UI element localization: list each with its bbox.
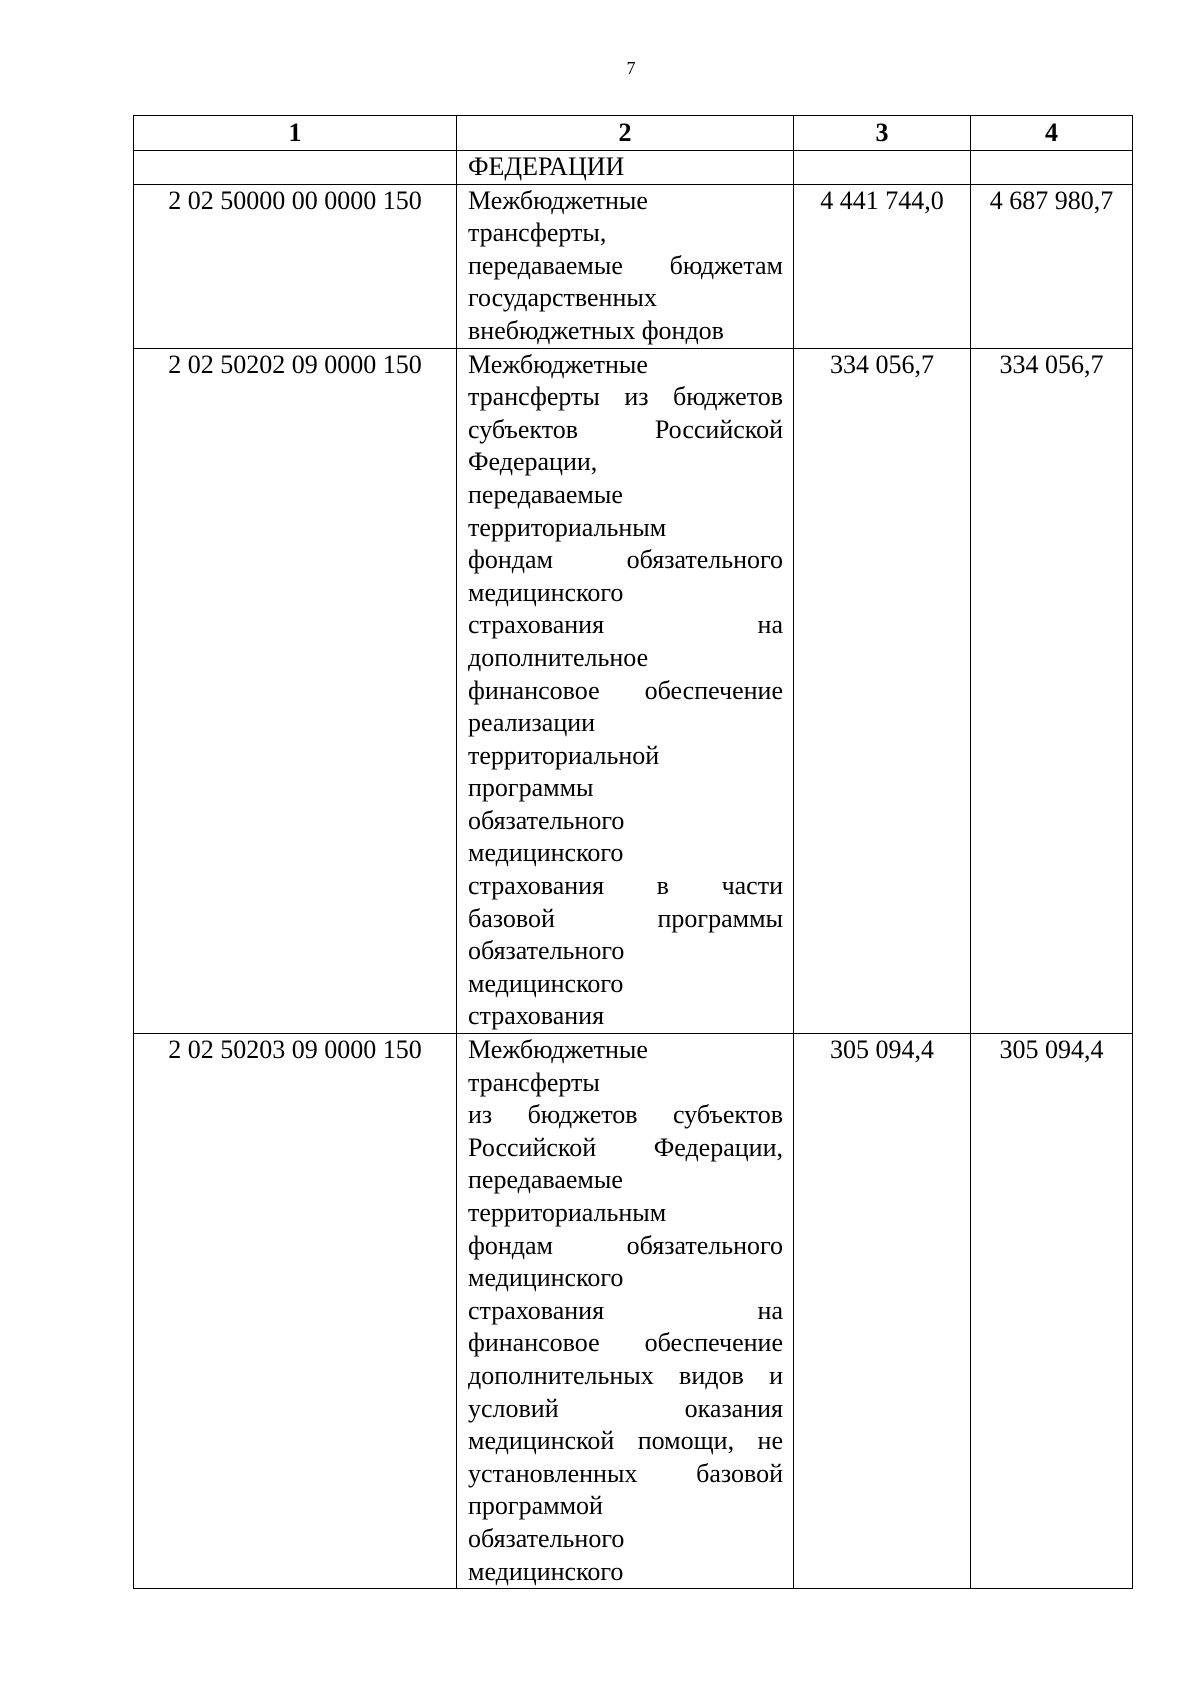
description-cell — [457, 184, 794, 348]
description-word: базовой — [468, 903, 555, 933]
description-word: Межбюджетные — [468, 1035, 648, 1065]
description-line — [468, 1262, 783, 1295]
description-word: обязательного — [468, 1523, 625, 1553]
amount-col4-cell: 305 094,4 — [971, 1034, 1133, 1589]
description-word: части — [721, 871, 783, 901]
description-word: трансферты — [468, 382, 600, 412]
description-word: обеспечение — [644, 675, 783, 705]
description-line — [468, 1295, 783, 1328]
description-word: программы — [657, 903, 783, 933]
description-word: дополнительное — [468, 642, 649, 672]
description-word: медицинского — [468, 968, 624, 998]
description-line — [468, 805, 783, 838]
description-cell — [457, 348, 794, 1033]
amount-col3-cell: 334 056,7 — [794, 348, 971, 1033]
description-word: бюджетов — [672, 382, 783, 412]
description-word: фондам — [468, 545, 553, 575]
description-line — [468, 642, 783, 675]
table-row — [134, 151, 1133, 185]
amount-col3-cell: 4 441 744,0 — [794, 184, 971, 348]
description-word: Федерации, — [653, 1132, 783, 1162]
description-line — [468, 935, 783, 968]
description-line — [468, 151, 783, 184]
description-word: программы — [468, 773, 594, 803]
description-word: передаваемые — [468, 250, 623, 280]
code-cell: 2 02 50000 00 0000 150 — [134, 184, 457, 348]
description-word: видов — [679, 1360, 744, 1390]
description-line — [468, 1000, 783, 1033]
description-word: медицинского — [468, 1556, 624, 1586]
column-header-4: 4 — [971, 116, 1133, 151]
description-word: из — [468, 1100, 493, 1130]
description-word: бюджетам — [669, 250, 783, 280]
description-line — [468, 903, 783, 936]
description-word: бюджетов — [527, 1100, 638, 1130]
description-word: оказания — [684, 1393, 783, 1423]
description-line — [468, 544, 783, 577]
description-line — [468, 1327, 783, 1360]
description-word: условий — [468, 1393, 559, 1423]
description-word: обязательного — [468, 936, 625, 966]
description-line — [468, 1164, 783, 1197]
description-word: финансовое — [468, 1328, 600, 1358]
column-header-2: 2 — [457, 116, 794, 151]
description-line — [468, 577, 783, 610]
amount-col4-cell: 334 056,7 — [971, 348, 1133, 1033]
description-word: субъектов — [468, 414, 579, 444]
description-word: государственных — [468, 283, 657, 313]
description-word: и — [769, 1360, 783, 1390]
description-line — [468, 1099, 783, 1132]
code-cell: 2 02 50202 09 0000 150 — [134, 348, 457, 1033]
description-line — [468, 217, 783, 250]
description-word: трансферты, — [468, 218, 607, 248]
table-row — [134, 184, 1133, 348]
description-word: медицинского — [468, 838, 624, 868]
description-line — [468, 740, 783, 773]
description-line — [468, 837, 783, 870]
code-cell — [134, 151, 457, 185]
description-word: обязательного — [626, 1230, 783, 1260]
description-word: реализации — [468, 708, 596, 738]
description-line — [468, 609, 783, 642]
description-line — [468, 1360, 783, 1393]
page-number: 7 — [626, 58, 636, 78]
description-line — [468, 1197, 783, 1230]
description-word: медицинского — [468, 1263, 624, 1293]
budget-table — [133, 115, 1133, 1589]
table-row — [134, 1034, 1133, 1589]
description-line — [468, 446, 783, 479]
description-line — [468, 512, 783, 545]
description-word: субъектов — [672, 1100, 783, 1130]
description-word: страхования — [468, 1295, 605, 1325]
description-word: дополнительных — [468, 1360, 654, 1390]
description-cell — [457, 151, 794, 185]
description-word: базовой — [696, 1458, 783, 1488]
description-word: помощи, — [637, 1426, 735, 1456]
amount-col3-cell — [794, 151, 971, 185]
description-word: территориальным — [468, 512, 667, 542]
description-word: Межбюджетные — [468, 349, 648, 379]
description-word: Федерации, — [468, 447, 598, 477]
description-word: территориальным — [468, 1198, 667, 1227]
description-word: на — [757, 1295, 783, 1325]
description-word: на — [757, 610, 783, 640]
description-word: трансферты — [468, 1067, 600, 1097]
description-line — [468, 349, 783, 382]
description-line — [468, 185, 783, 218]
description-line — [468, 1523, 783, 1556]
description-cell — [457, 1034, 794, 1589]
table-row — [134, 348, 1133, 1033]
description-line — [468, 479, 783, 512]
amount-col3-cell: 305 094,4 — [794, 1034, 971, 1589]
description-line — [468, 1132, 783, 1165]
description-line — [468, 1490, 783, 1523]
description-line — [468, 315, 783, 348]
description-line — [468, 250, 783, 283]
description-word: Российской — [468, 1132, 597, 1162]
description-word: страхования — [468, 871, 605, 901]
description-line — [468, 1034, 783, 1067]
description-line — [468, 675, 783, 708]
description-word: передаваемые — [468, 479, 623, 509]
description-line — [468, 1230, 783, 1263]
description-word: ФЕДЕРАЦИИ — [468, 152, 625, 181]
description-line — [468, 381, 783, 414]
description-word: передаваемые — [468, 1165, 623, 1195]
description-word: территориальной — [468, 740, 660, 770]
description-line — [468, 1458, 783, 1491]
description-word: медицинской — [468, 1426, 615, 1456]
description-word: страхования — [468, 610, 605, 640]
description-word: Российской — [654, 414, 783, 444]
description-line — [468, 282, 783, 315]
description-word: установленных — [468, 1458, 638, 1488]
description-word: в — [656, 871, 669, 901]
description-line — [468, 1393, 783, 1426]
description-line — [468, 707, 783, 740]
description-word: финансовое — [468, 675, 600, 705]
description-line — [468, 1556, 783, 1589]
amount-col4-cell: 4 687 980,7 — [971, 184, 1133, 348]
description-word: не — [757, 1426, 783, 1456]
description-word: внебюджетных фондов — [468, 315, 724, 345]
description-word: программой — [468, 1491, 603, 1521]
description-line — [468, 772, 783, 805]
description-word: фондам — [468, 1230, 553, 1260]
description-line — [468, 1067, 783, 1100]
description-line — [468, 1425, 783, 1458]
column-header-1: 1 — [134, 116, 457, 151]
table-header-row — [134, 116, 1133, 151]
description-word: обязательного — [626, 545, 783, 575]
column-header-3: 3 — [794, 116, 971, 151]
description-line — [468, 870, 783, 903]
description-word: обеспечение — [644, 1328, 783, 1358]
code-cell: 2 02 50203 09 0000 150 — [134, 1034, 457, 1589]
amount-col4-cell — [971, 151, 1133, 185]
description-line — [468, 968, 783, 1001]
description-word: из — [624, 382, 649, 412]
description-line — [468, 414, 783, 447]
table-body — [134, 116, 1133, 1589]
description-word: Межбюджетные — [468, 185, 648, 215]
description-word: медицинского — [468, 577, 624, 607]
description-word: страхования — [468, 1001, 605, 1031]
description-word: обязательного — [468, 805, 625, 835]
